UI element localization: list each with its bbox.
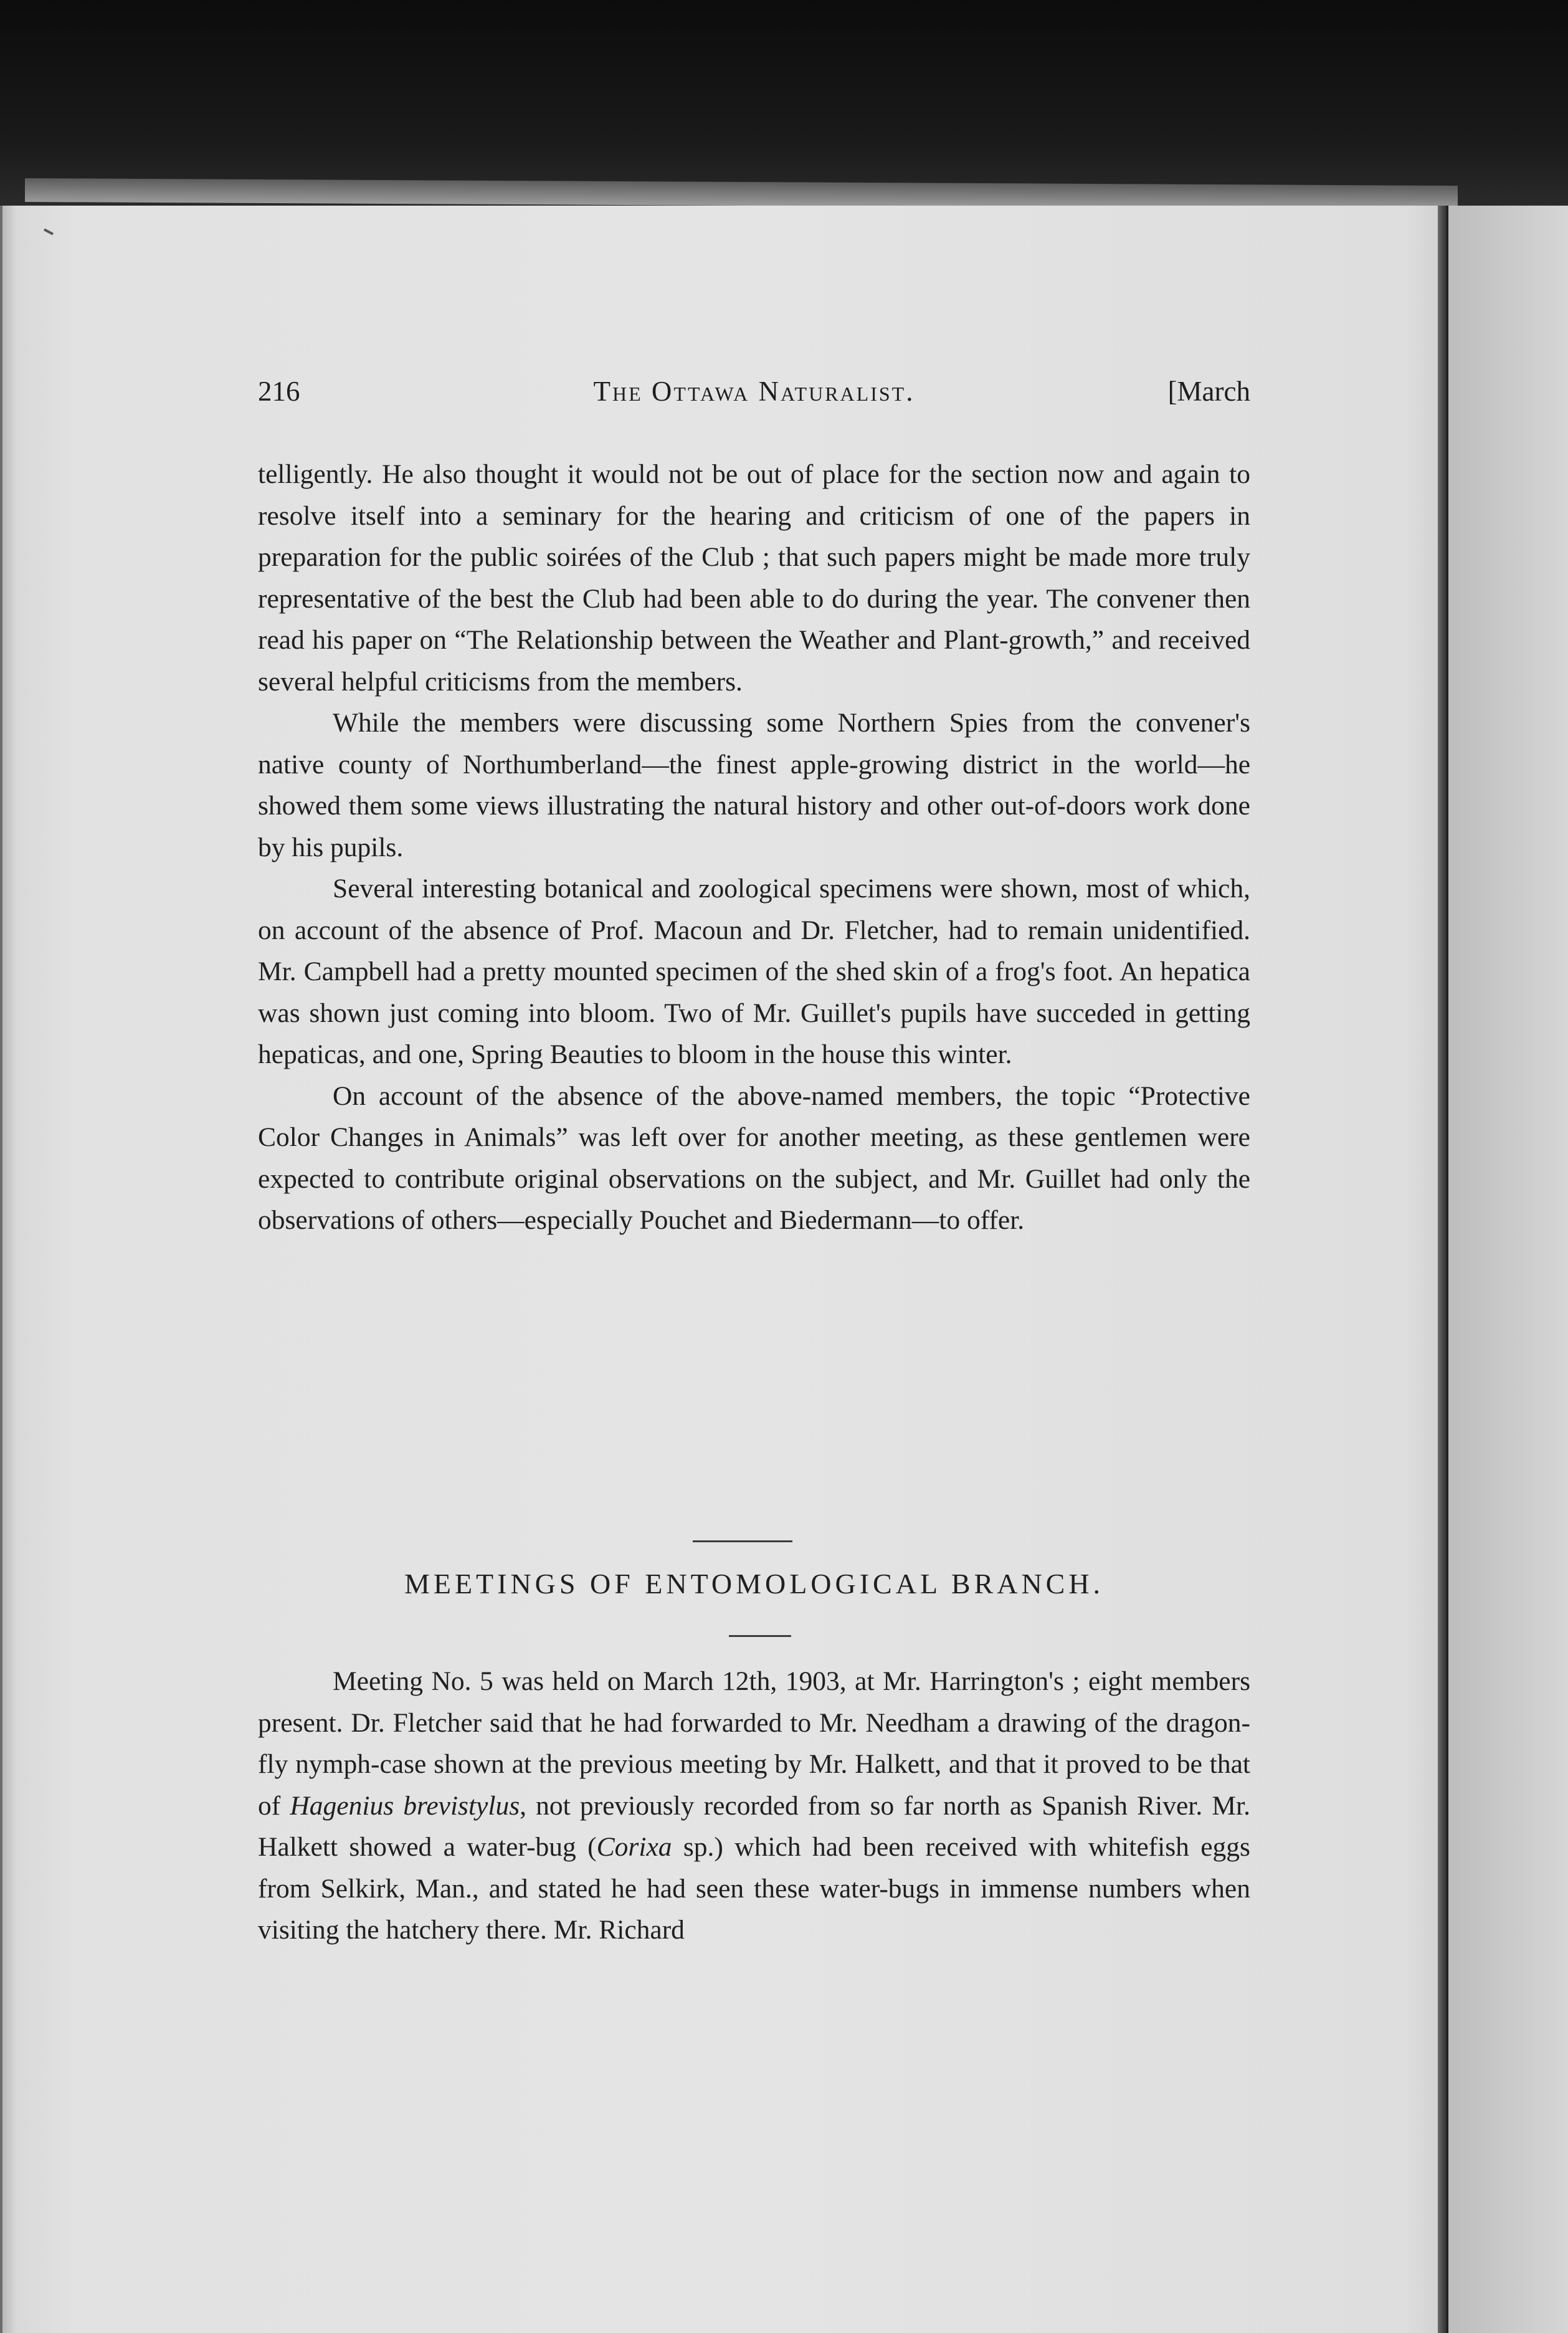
paragraph: telligently. He also thought it would not be out of place for the section now and again to resolve itself into a seminary for the hearing and criticism of one of the papers in preparation for the public soirées of the Club ; that such papers might be made more truly representative of the best the Club had been able to do during the year. The convener then read his paper on “The Relationship between the Weather and Plant-growth,” and received several helpful criticisms from the members. (258, 459, 1250, 697)
paragraph (258, 1661, 1250, 1951)
paragraph-text: sp.) which had been received with whitefish eggs from Selkirk, Man., and stated he had seen these water-bugs in immense numbers when visiting the hatchery there. Mr. Richard (258, 1832, 1250, 1945)
article-body (258, 454, 1250, 1241)
paragraph: On account of the absence of the above-named members, the topic “Protective Color Changes in Animals” was left over for another meeting, as these gentlemen were expected to contribute original observations on the subject, and Mr. Guillet had only the observations of others—especially Pouchet and Biedermann—to offer. (258, 1081, 1250, 1235)
scan-background-top (0, 0, 1568, 206)
section-heading: MEETINGS OF ENTOMOLOGICAL BRANCH. (404, 1568, 1105, 1600)
section-body (258, 1661, 1250, 1951)
heading-underline (729, 1635, 791, 1637)
paragraph: While the members were discussing some Northern Spies from the convener's native county of Northumberland—the finest apple-growing district in the world—he showed them some views illustrating the natural history and other out-of-doors work done by his pupils. (258, 708, 1250, 862)
adjacent-page-edge (1447, 206, 1568, 2333)
paragraph-text: Meeting No. 5 was held on March 12th, 1903, at Mr. Harrington's ; eight members present. Dr. Fletcher said that he had forwarded to Mr. Needham a drawing of the dragon-fly nymph-case shown at the previous meeting by Mr. Halkett, and that it proved to be that of (258, 1666, 1250, 1821)
section-divider (693, 1540, 792, 1542)
species-name: Hagenius brevistylus (290, 1790, 520, 1821)
running-header (258, 375, 1250, 425)
species-name: Corixa (596, 1832, 672, 1862)
page-gutter (1438, 206, 1447, 2333)
issue-month: [March (1167, 376, 1250, 407)
journal-title: The Ottawa Naturalist. (593, 376, 915, 407)
page-number: 216 (258, 376, 300, 407)
paragraph: Several interesting botanical and zoological specimens were shown, most of which, on account of the absence of Prof. Macoun and Dr. Fletcher, had to remain unidentified. Mr. Campbell had a pretty mounted specimen of the shed skin of a frog's foot. An hepatica was shown just coming into bloom. Two of Mr. Guillet's pupils have succeded in getting hepaticas, and one, Spring Beauties to bloom in the house this winter. (258, 874, 1250, 1069)
paragraph-text: , not previously recorded from so far north as Spanish River. Mr. Halkett showed a water-bug ( (258, 1790, 1250, 1862)
